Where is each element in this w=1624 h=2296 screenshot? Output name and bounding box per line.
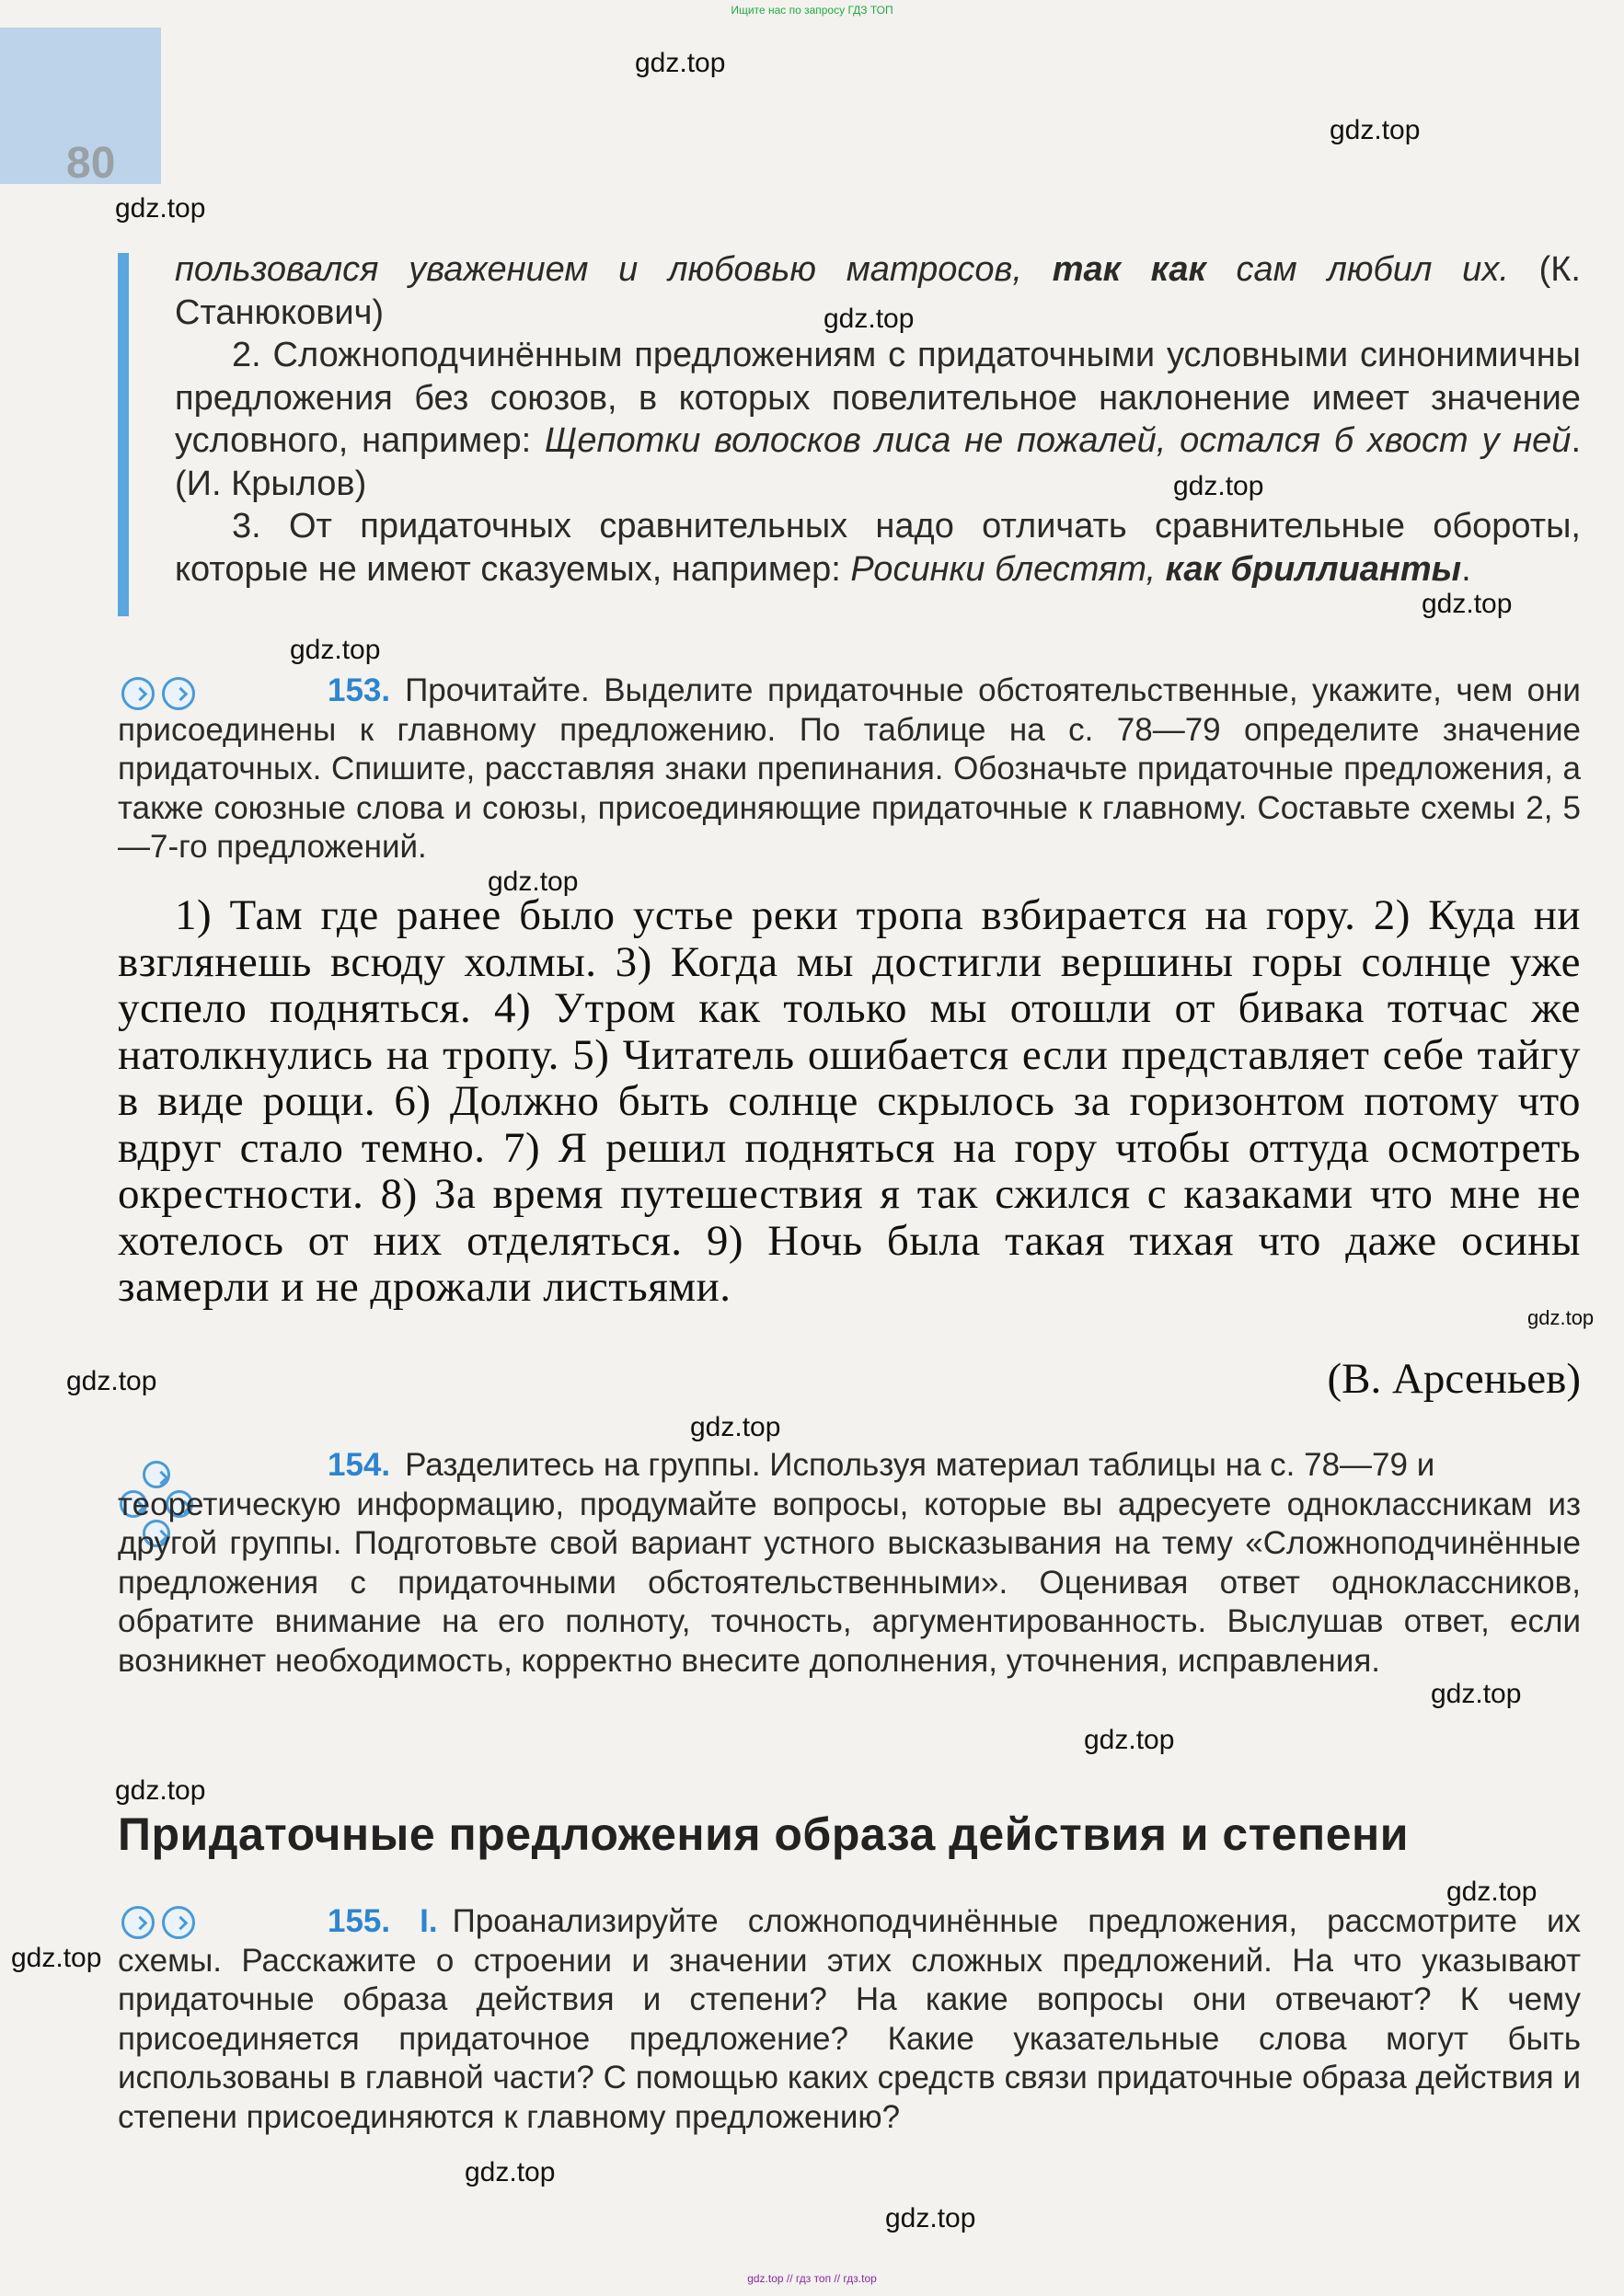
notes-side-bar (118, 253, 129, 616)
watermark: gdz.top (290, 635, 381, 665)
exercise-155-task (118, 1902, 1581, 2137)
note-1-author: (К. Станюкович) (175, 250, 1581, 332)
exercise-154-text-1: Разделитесь на группы. Используя материал таблицы на с. 78—79 и (405, 1447, 1435, 1483)
watermark: gdz.top (1084, 1725, 1175, 1755)
watermark: gdz.top (11, 1943, 102, 1973)
section-heading: Придаточные предложения образа действия и степени (118, 1808, 1409, 1860)
bottom-banner: gdz.top // гдз топ // гдз.top (747, 2272, 877, 2285)
note-3-text: 3. От придаточных сравнительных надо отличать сравнительные обороты, которые не имеют сказуемых, например: (175, 507, 1581, 589)
watermark: gdz.top (115, 1775, 206, 1806)
watermark: gdz.top (66, 1366, 157, 1396)
watermark: gdz.top (1330, 115, 1421, 145)
exercise-153-number: 153. (328, 672, 391, 708)
note-1-bold: так как (1052, 250, 1206, 289)
watermark: gdz.top (1422, 589, 1513, 619)
watermark: gdz.top (1527, 1306, 1595, 1329)
watermark: gdz.top (1173, 471, 1264, 501)
watermark: gdz.top (488, 867, 579, 897)
note-3-bold-1: как (1165, 549, 1221, 589)
watermark: gdz.top (885, 2203, 976, 2233)
note-1-text-2: сам любил их. (1205, 250, 1509, 289)
exercise-153-task (118, 672, 1581, 867)
notes-text (175, 248, 1581, 591)
note-3-example: Росинки блестят, (850, 549, 1166, 589)
exercise-153-text: Прочитайте. Выделите придаточные обстоятельственные, укажите, чем они присоединены к главному предложению. По таблице на с. 78—79 определите значение придаточных. Спишите, расставляя знаки препинания. Обозначьте придаточные предложения, а также союзные слова и союзы, присоединяющие придаточные к главному. Составьте схемы 2, 5—7-го предложений. (118, 672, 1581, 865)
top-banner: Ищите нас по запросу ГДЗ ТОП (731, 4, 893, 17)
watermark: gdz.top (1446, 1877, 1538, 1907)
watermark: gdz.top (635, 48, 726, 78)
exercise-155-text: Проанализируйте сложноподчинённые предложения, рассмотрите их схемы. Расскажите о строении и значении этих сложных предложений. На что указывают придаточные образа действия и степени? На какие вопросы они отвечают? К чему присоединяется придаточное предложение? Какие указательные слова могут быть использованы в главной части? С помощью каких средств связи придаточные образа действия и степени присоединяются к главному предложению? (118, 1903, 1582, 2135)
exercise-154-text-2: теоретическую информацию, продумайте вопросы, которые вы адресуете одноклассникам из другой группы. Подготовьте свой вариант устного высказывания на тему «Сложноподчинённые предложения с придаточными обстоятельственными». Оценивая ответ одноклассников, обратите внимание на его полноту, точность, аргументированность. Выслушав ответ, если возникнет необходимость, корректно внесите дополнения, уточнения, исправления. (118, 1486, 1581, 1679)
watermark: gdz.top (690, 1412, 781, 1442)
exercise-154-task (118, 1446, 1581, 1681)
note-3 (175, 505, 1581, 591)
exercise-154-number: 154. (328, 1447, 391, 1483)
note-3-bold-2: бриллианты (1220, 549, 1462, 589)
watermark: gdz.top (115, 193, 206, 224)
page-number: 80 (66, 139, 116, 188)
note-2-text: 2. Сложноподчинённым предложениям с придаточными условными синонимичны предложения без союзов, в которых повелительное наклонение имеет значение условного, например: (175, 336, 1581, 460)
watermark: gdz.top (465, 2157, 556, 2187)
exercise-154-rest (118, 1486, 1581, 1682)
exercise-153-author: (В. Арсеньев) (1327, 1355, 1581, 1403)
note-2-example: Щепотки волосков лиса не пожалей, остался б хвост у ней (544, 421, 1572, 460)
exercise-155-number: 155. I. (328, 1903, 438, 1939)
watermark: gdz.top (824, 304, 915, 334)
note-1-text: пользовался уважением и любовью матросов, (175, 250, 1053, 289)
exercise-153-sentences: 1) Там где ранее было устье реки тропа взбирается на гору. 2) Куда ни взглянешь всюду холмы. 3) Когда мы достигли вершины горы солнце уже успело подняться. 4) Утром как только мы отошли от бивака тотчас же натолкнулись на тропу. 5) Читатель ошибается если представляет себе тайгу в виде рощи. 6) Должно быть солнце скрылось за горизонтом потому что вдруг стало темно. 7) Я решил подняться на гору чтобы оттуда осмотреть окрестности. 8) За время путешествия я так сжился с казаками что мне не хотелось от них отделяться. 9) Ночь была такая тихая что даже осины замерли и не дрожали листьями. (118, 891, 1581, 1311)
watermark: gdz.top (1431, 1679, 1522, 1709)
note-2-author: . (И. Крылов) (175, 421, 1581, 503)
note-3-end: . (1461, 549, 1471, 589)
exercise-154-line1 (118, 1446, 1581, 1486)
note-2 (175, 334, 1581, 505)
